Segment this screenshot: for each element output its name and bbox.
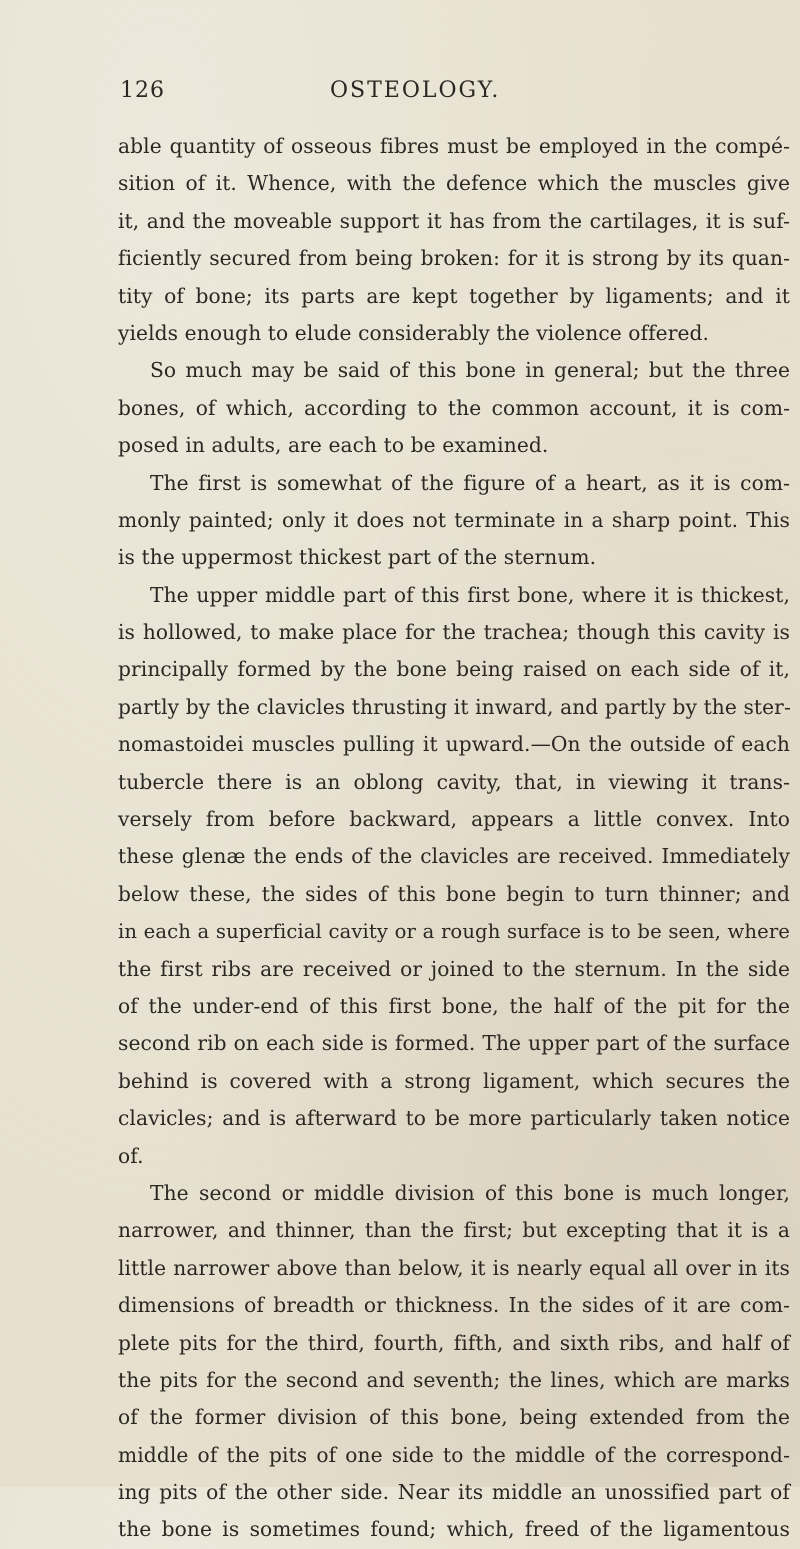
text-line: of the under-end of this first bone, the half of the pit for the (118, 993, 790, 1018)
text-line: little narrower above than below, it is nearly equal all over in its (118, 1255, 790, 1280)
text-line: ficiently secured from being broken: for it is strong by its quan- (118, 246, 790, 271)
text-line: versely from before backward, appears a little convex. Into (118, 807, 790, 832)
text-line: of. (118, 1143, 144, 1168)
text-line: the pits for the second and seventh; the lines, which are marks (118, 1367, 790, 1392)
text-line: The upper middle part of this first bone, where it is thickest, (150, 582, 790, 607)
text-line: sition of it. Whence, with the defence which the muscles give (118, 171, 790, 196)
text-line: middle of the pits of one side to the middle of the correspond- (118, 1442, 790, 1467)
text-line: bones, of which, according to the common account, it is com- (118, 395, 790, 420)
running-head (120, 78, 640, 118)
page-number: 126 (120, 78, 165, 103)
text-line: in each a superficial cavity or a rough surface is to be seen, where (118, 920, 790, 944)
text-line: The first is somewhat of the figure of a heart, as it is com- (150, 470, 790, 495)
text-line: plete pits for the third, fourth, fifth, and sixth ribs, and half of (118, 1330, 790, 1355)
text-line: partly by the clavicles thrusting it inward, and partly by the ster- (118, 694, 791, 719)
text-line: yields enough to elude considerably the violence offered. (118, 320, 710, 345)
text-line: is hollowed, to make place for the trachea; though this cavity is (118, 620, 790, 645)
text-line: tubercle there is an oblong cavity, that, in viewing it trans- (118, 769, 790, 794)
text-line: these glenæ the ends of the clavicles are received. Immediately (118, 844, 790, 869)
text-line: of the former division of this bone, being extended from the (118, 1405, 790, 1430)
text-line: the bone is sometimes found; which, freed of the ligamentous (118, 1517, 790, 1542)
text-line: posed in adults, are each to be examined. (118, 433, 549, 458)
text-line: able quantity of osseous fibres must be employed in the compé- (118, 134, 790, 158)
running-title: OSTEOLOGY. (330, 78, 501, 103)
text-line: it, and the moveable support it has from the cartilages, it is suf- (118, 208, 790, 233)
text-line: the first ribs are received or joined to the sternum. In the side (118, 956, 790, 981)
text-line: is the uppermost thickest part of the sternum. (118, 545, 597, 570)
text-line: monly painted; only it does not terminate in a sharp point. This (118, 507, 790, 532)
body-text (118, 128, 790, 1549)
text-line: below these, the sides of this bone begin to turn thinner; and (118, 881, 790, 906)
text-line: dimensions of breadth or thickness. In the sides of it are com- (118, 1293, 790, 1318)
text-line: The second or middle division of this bone is much longer, (150, 1180, 790, 1205)
text-line: So much may be said of this bone in general; but the three (150, 358, 790, 383)
text-line: nomastoidei muscles pulling it upward.—On the outside of each (118, 732, 790, 757)
text-line: ing pits of the other side. Near its middle an unossified part of (118, 1480, 790, 1505)
text-line: principally formed by the bone being raised on each side of it, (118, 657, 790, 682)
text-line: behind is covered with a strong ligament, which secures the (118, 1068, 790, 1093)
text-line: tity of bone; its parts are kept together by ligaments; and it (118, 283, 790, 308)
text-line: second rib on each side is formed. The upper part of the surface (118, 1031, 790, 1056)
text-line: clavicles; and is afterward to be more particularly taken notice (118, 1106, 790, 1131)
text-line: narrower, and thinner, than the first; but excepting that it is a (118, 1218, 790, 1243)
